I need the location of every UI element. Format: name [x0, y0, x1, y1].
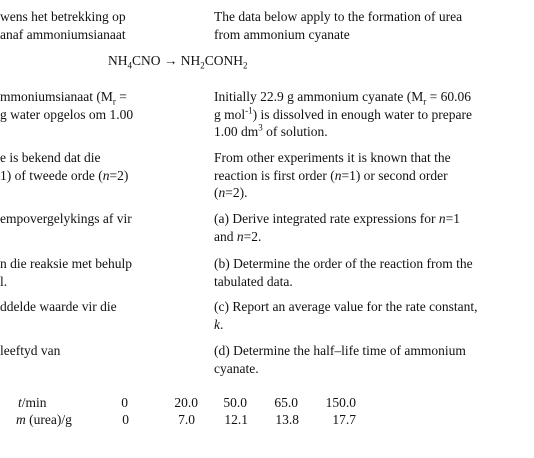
table-cell: 13.8 — [275, 412, 299, 427]
question-c-afrikaans: ddelde waarde vir die — [0, 299, 117, 314]
question-b-afrikaans: n die reaksie met behulp l. — [0, 256, 132, 289]
question-a-english: (a) Derive integrated rate expressions for n=1 and n=2. — [214, 211, 461, 244]
table-cell: 65.0 — [274, 395, 298, 410]
table-row — [0, 411, 534, 428]
table-cell: 7.0 — [178, 412, 195, 427]
table-cell: 0 — [122, 412, 129, 427]
table-row — [0, 394, 534, 411]
para2-english: From other experiments it is known that the reaction is first order (n=1) or second order (n=2). — [214, 150, 451, 200]
question-d-afrikaans: leeftyd van — [0, 343, 61, 358]
table-cell: 20.0 — [174, 395, 198, 410]
table-cell: 12.1 — [224, 412, 248, 427]
intro-afrikaans: wens het betrekking op anaf ammoniumsianaat — [0, 9, 126, 42]
arrow-icon: → — [163, 53, 178, 68]
question-d-english: (d) Determine the half–life time of ammonium cyanate. — [214, 343, 466, 376]
question-b-english: (b) Determine the order of the reaction from the tabulated data. — [214, 256, 473, 289]
question-c-english: (c) Report an average value for the rate constant, k. — [214, 299, 478, 332]
reaction-equation: $NH_4CNO$ → $NH_2CONH_2$ — [108, 53, 248, 71]
para1-afrikaans: mmoniumsianaat ($M_r$ = g water opgelos om 1.00 — [0, 89, 134, 122]
row-label-time: t/min — [18, 395, 47, 410]
intro-english: The data below apply to the formation of urea from ammonium cyanate — [214, 9, 463, 42]
table-cell: 150.0 — [325, 395, 356, 410]
table-cell: 50.0 — [223, 395, 247, 410]
table-cell: 17.7 — [332, 412, 356, 427]
table-cell: 0 — [121, 395, 128, 410]
row-label-mass: m (urea)/g — [16, 412, 72, 427]
para2-afrikaans: e is bekend dat die 1) of tweede orde (n=2) — [0, 150, 129, 183]
para1-english: Initially 22.9 g ammonium cyanate ($M_r = 60.06$ g mol$^{-1}$) is dissolved in enough water to prepare 1.00 $dm^3$ of solution. — [214, 89, 472, 139]
question-a-afrikaans: empovergelykings af vir — [0, 211, 132, 226]
data-table — [0, 394, 534, 428]
